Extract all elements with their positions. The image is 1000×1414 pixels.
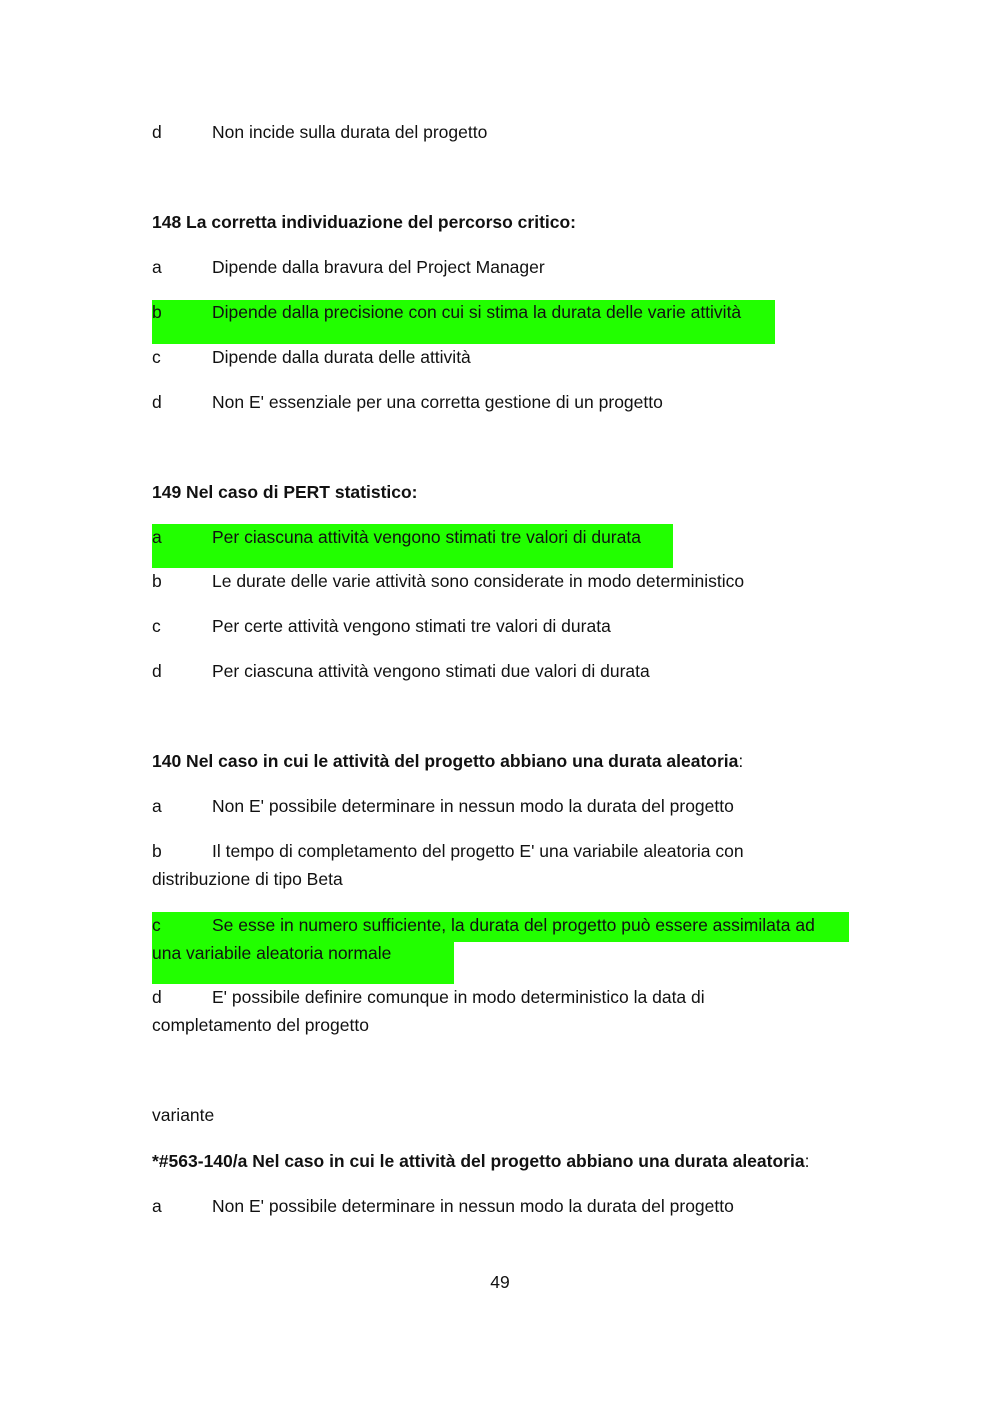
page-number: 49	[490, 1272, 510, 1292]
q149-option-b	[152, 567, 744, 595]
question-title-suffix: :	[804, 1151, 810, 1171]
option-letter: d	[152, 987, 162, 1007]
option-text: Non E' possibile determinare in nessun modo la durata del progetto	[212, 796, 734, 816]
option-letter: c	[152, 915, 161, 935]
q140-option-d-continuation: completamento del progetto	[152, 1015, 369, 1035]
question-148-title: 148 La corretta individuazione del percorso critico:	[152, 212, 577, 232]
option-letter: c	[152, 616, 161, 636]
option-text: Dipende dalla precisione con cui si stima la durata delle varie attività	[212, 302, 742, 322]
option-letter: b	[152, 571, 162, 591]
option-letter: a	[152, 1196, 162, 1216]
q148-option-d	[152, 388, 663, 416]
option-letter: d	[152, 392, 162, 412]
q148-option-a	[152, 253, 545, 281]
q140-option-c	[152, 911, 815, 939]
option-letter: d	[152, 661, 162, 681]
option-letter: a	[152, 257, 162, 277]
option-text: Non incide sulla durata del progetto	[212, 122, 488, 142]
q149-option-c	[152, 612, 611, 640]
question-140-title	[152, 747, 743, 775]
option-text: Per ciascuna attività vengono stimati tre valori di durata	[212, 527, 641, 547]
option-text: Le durate delle varie attività sono considerate in modo deterministico	[212, 571, 745, 591]
option-text: Dipende dalla bravura del Project Manager	[212, 257, 545, 277]
option-letter: b	[152, 302, 162, 322]
q563-option-a	[152, 1192, 734, 1220]
option-letter: a	[152, 796, 162, 816]
q140-option-b	[152, 837, 744, 865]
option-letter: a	[152, 527, 162, 547]
question-149-title: 149 Nel caso di PERT statistico:	[152, 482, 418, 502]
option-text: Il tempo di completamento del progetto E' una variabile aleatoria con	[212, 841, 744, 861]
option-text: Per ciascuna attività vengono stimati due valori di durata	[212, 661, 650, 681]
option-letter: b	[152, 841, 162, 861]
question-title-text: *#563-140/a Nel caso in cui le attività del progetto abbiano una durata aleatoria	[152, 1151, 805, 1171]
variant-label: variante	[152, 1105, 215, 1125]
q140-option-b-continuation: distribuzione di tipo Beta	[152, 869, 343, 889]
q149-option-d	[152, 657, 650, 685]
option-text: Dipende dalla durata delle attività	[212, 347, 471, 367]
option-text: Per certe attività vengono stimati tre valori di durata	[212, 616, 611, 636]
option-text: Non E' essenziale per una corretta gestione di un progetto	[212, 392, 663, 412]
option-d-previous	[152, 118, 487, 146]
option-text: Non E' possibile determinare in nessun modo la durata del progetto	[212, 1196, 734, 1216]
q149-option-a	[152, 523, 641, 551]
q148-option-b	[152, 298, 741, 326]
q140-option-d	[152, 983, 705, 1011]
question-title-suffix: :	[738, 751, 744, 771]
question-563-title	[152, 1147, 809, 1175]
q140-option-a	[152, 792, 734, 820]
option-letter: d	[152, 122, 162, 142]
q140-option-c-continuation: una variabile aleatoria normale	[152, 943, 392, 963]
question-title-text: 140 Nel caso in cui le attività del progetto abbiano una durata aleatoria	[152, 751, 739, 771]
q148-option-c	[152, 343, 471, 371]
option-text: E' possibile definire comunque in modo deterministico la data di	[212, 987, 705, 1007]
option-letter: c	[152, 347, 161, 367]
option-text: Se esse in numero sufficiente, la durata del progetto può essere assimilata ad	[212, 915, 815, 935]
